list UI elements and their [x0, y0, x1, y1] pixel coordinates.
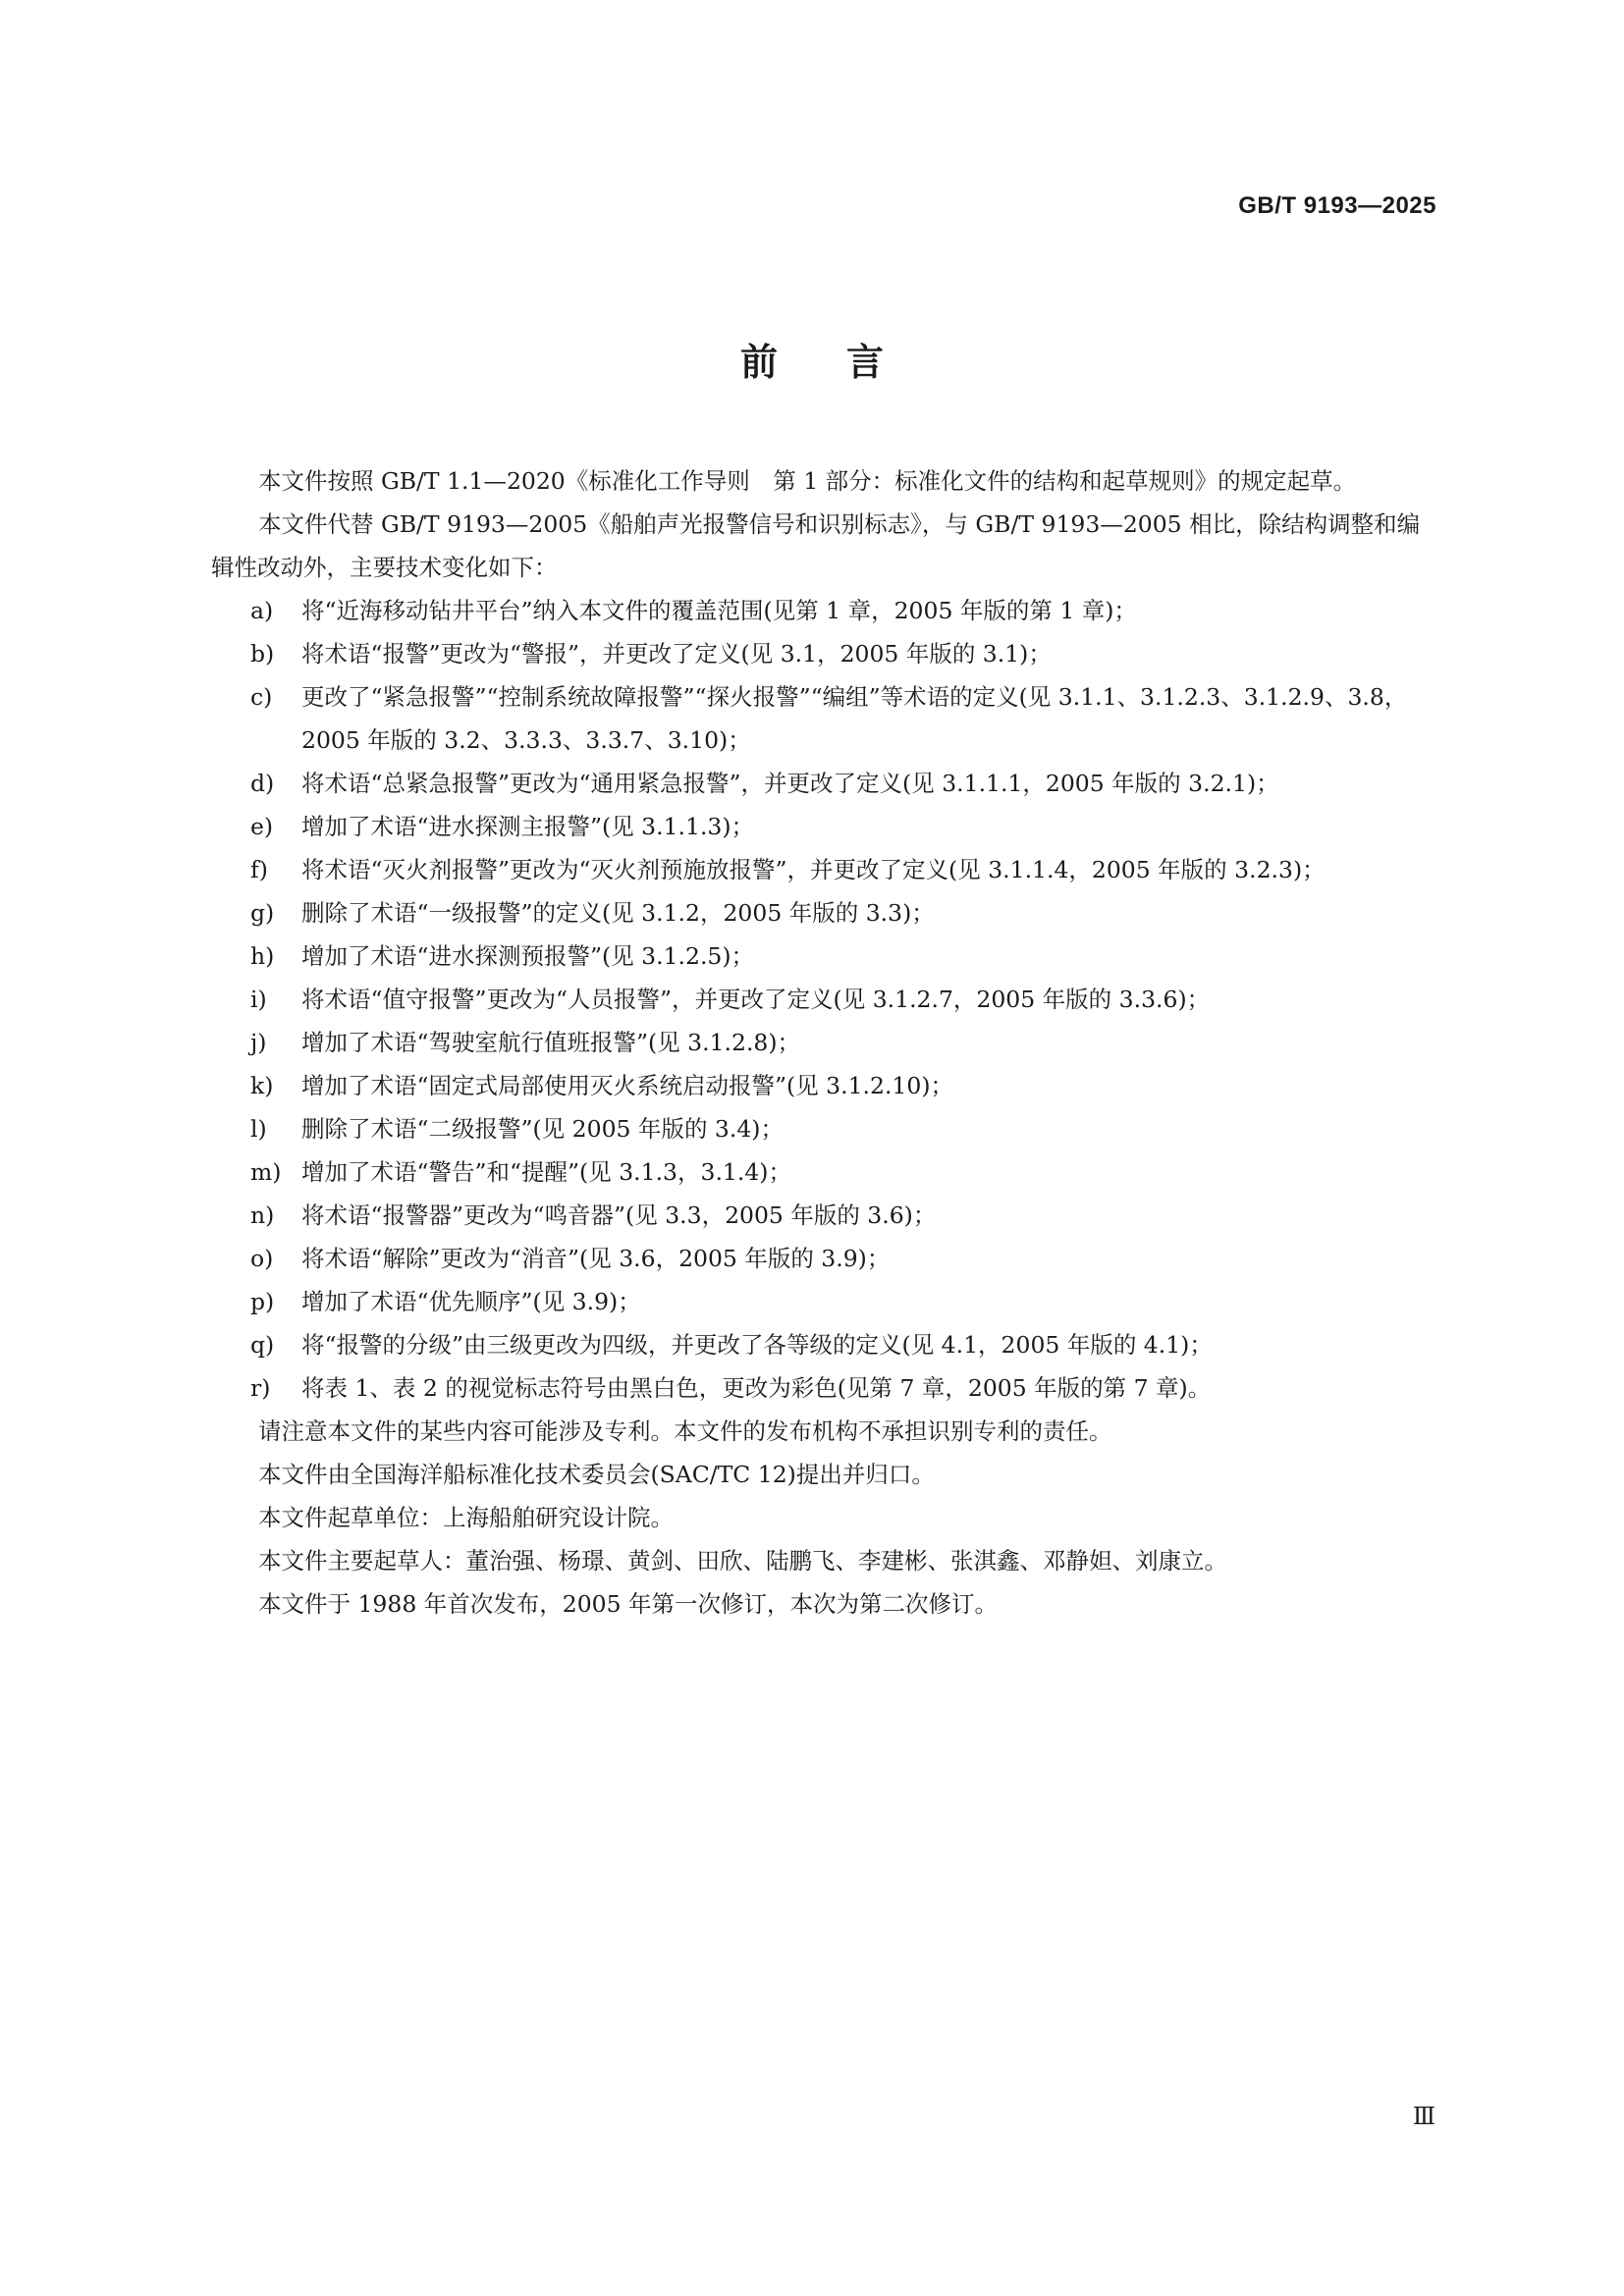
list-item	[250, 1064, 1436, 1107]
list-item-text: 增加了术语“进水探测主报警”(见 3.1.1.3)；	[301, 813, 755, 840]
list-item-text: 将“报警的分级”由三级更改为四级，并更改了各等级的定义(见 4.1，2005 年版的 4.1)；	[301, 1331, 1213, 1359]
list-item-text: 将术语“总紧急报警”更改为“通用紧急报警”，并更改了定义(见 3.1.1.1，2005 年版的 3.2.1)；	[301, 770, 1279, 797]
list-item-text: 更改了“紧急报警”“控制系统故障报警”“探火报警”“编组”等术语的定义(见 3.1.1、3.1.2.3、3.1.2.9、3.8，2005 年版的 3.2、3.3.3、3.3.7、3.10)；	[301, 683, 1408, 754]
list-item	[250, 891, 1436, 934]
list-item-text: 将术语“值守报警”更改为“人员报警”，并更改了定义(见 3.1.2.7，2005 年版的 3.3.6)；	[301, 986, 1211, 1013]
list-item-text: 将表 1、表 2 的视觉标志符号由黑白色，更改为彩色(见第 7 章，2005 年版的第 7 章)。	[301, 1374, 1212, 1402]
revision-history: 本文件于 1988 年首次发布，2005 年第一次修订，本次为第二次修订。	[258, 1590, 999, 1618]
list-item	[250, 632, 1436, 675]
list-item-text: 将术语“解除”更改为“消音”(见 3.6，2005 年版的 3.9)；	[301, 1245, 891, 1272]
list-marker: d)	[250, 770, 275, 797]
list-marker: q)	[250, 1331, 275, 1359]
list-marker: f)	[250, 856, 268, 883]
preface-body	[211, 459, 1436, 1626]
list-marker: o)	[250, 1245, 274, 1272]
list-item	[250, 978, 1436, 1021]
list-marker: h)	[250, 942, 275, 970]
proposing-committee: 本文件由全国海洋船标准化技术委员会(SAC/TC 12)提出并归口。	[258, 1461, 935, 1488]
list-marker: c)	[250, 683, 273, 711]
intro-paragraph-replacement: 本文件代替 GB/T 9193—2005《船舶声光报警信号和识别标志》，与 GB/T 9193—2005 相比，除结构调整和编辑性改动外，主要技术变化如下：	[211, 510, 1421, 581]
intro-paragraph-drafting-rules: 本文件按照 GB/T 1.1—2020《标准化工作导则 第 1 部分：标准化文件的结构和起草规则》的规定起草。	[258, 467, 1357, 495]
list-marker: e)	[250, 813, 274, 840]
list-item-text: 将术语“报警器”更改为“鸣音器”(见 3.3，2005 年版的 3.6)；	[301, 1201, 937, 1229]
list-item	[250, 589, 1436, 632]
list-item-text: 增加了术语“警告”和“提醒”(见 3.1.3，3.1.4)；	[301, 1158, 791, 1186]
list-marker: j)	[250, 1029, 267, 1056]
list-item	[250, 805, 1436, 848]
list-item	[250, 1237, 1436, 1280]
list-item	[250, 1323, 1436, 1366]
list-marker: r)	[250, 1374, 271, 1402]
patent-notice: 请注意本文件的某些内容可能涉及专利。本文件的发布机构不承担识别专利的责任。	[258, 1417, 1112, 1445]
document-code: GB/T 9193—2025	[1238, 192, 1436, 219]
list-item-text: 将术语“报警”更改为“警报”，并更改了定义(见 3.1，2005 年版的 3.1)；	[301, 640, 1052, 667]
technical-changes-list	[211, 589, 1436, 1410]
list-item	[250, 1021, 1436, 1064]
list-item	[250, 762, 1436, 805]
list-marker: i)	[250, 986, 267, 1013]
list-marker: m)	[250, 1158, 282, 1186]
list-marker: p)	[250, 1288, 275, 1315]
list-item-text: 删除了术语“二级报警”(见 2005 年版的 3.4)；	[301, 1115, 784, 1143]
list-item-text: 增加了术语“进水探测预报警”(见 3.1.2.5)；	[301, 942, 755, 970]
list-item-text: 将术语“灭火剂报警”更改为“灭火剂预施放报警”，并更改了定义(见 3.1.1.4，2005 年版的 3.2.3)；	[301, 856, 1326, 883]
list-item-text: 增加了术语“优先顺序”(见 3.9)；	[301, 1288, 641, 1315]
list-item	[250, 848, 1436, 891]
list-item	[250, 1366, 1436, 1410]
page-title: 前言	[739, 341, 952, 384]
list-item	[250, 1194, 1436, 1237]
page-number: Ⅲ	[1412, 2103, 1435, 2130]
list-item	[250, 934, 1436, 978]
list-item	[250, 1107, 1436, 1150]
list-item	[250, 675, 1436, 762]
list-item-text: 增加了术语“驾驶室航行值班报警”(见 3.1.2.8)；	[301, 1029, 801, 1056]
list-item-text: 将“近海移动钻井平台”纳入本文件的覆盖范围(见第 1 章，2005 年版的第 1 章)；	[301, 597, 1137, 624]
list-marker: g)	[250, 899, 275, 927]
list-item	[250, 1150, 1436, 1194]
drafting-organization: 本文件起草单位：上海船舶研究设计院。	[258, 1504, 674, 1531]
list-marker: l)	[250, 1115, 267, 1143]
drafters-list: 本文件主要起草人：董治强、杨璟、黄剑、田欣、陆鹏飞、李建彬、张淇鑫、邓静妲、刘康立。	[258, 1547, 1227, 1575]
list-marker: b)	[250, 640, 275, 667]
list-item	[250, 1280, 1436, 1323]
list-item-text: 删除了术语“一级报警”的定义(见 3.1.2，2005 年版的 3.3)；	[301, 899, 935, 927]
list-marker: n)	[250, 1201, 275, 1229]
list-item-text: 增加了术语“固定式局部使用灭火系统启动报警”(见 3.1.2.10)；	[301, 1072, 954, 1099]
list-marker: k)	[250, 1072, 274, 1099]
list-marker: a)	[250, 597, 274, 624]
